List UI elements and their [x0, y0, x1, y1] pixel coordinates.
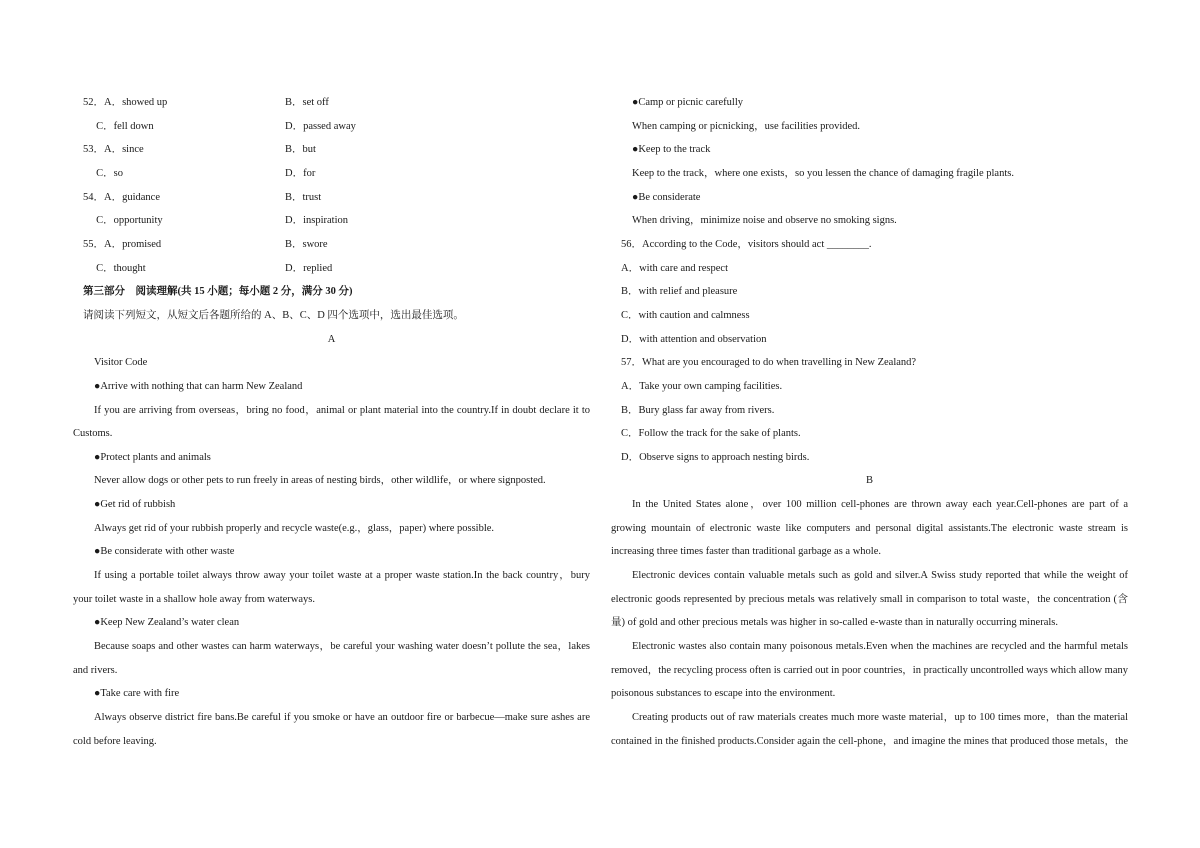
option-d: D．passed away: [285, 121, 356, 132]
option-b: B．swore: [285, 239, 328, 250]
answer-option: B．Bury glass far away from rivers.: [621, 405, 775, 416]
answer-option: D．Observe signs to approach nesting birds.: [621, 452, 810, 463]
paragraph-line: Electronic wastes also contain many poisonous metals.Even when the machines are recycled and the harmful metals: [632, 641, 1128, 652]
option-a: 53．A．since: [83, 144, 144, 155]
paragraph-line: When driving，minimize noise and observe no smoking signs.: [632, 215, 897, 226]
paragraph-line: If you are arriving from overseas，bring no food，animal or plant material into the country.If in doubt declare it to: [94, 405, 590, 416]
paragraph-line: electronic goods represented by precious metals was relatively small in comparison to total waste，the concentration (含: [611, 594, 1128, 605]
code-heading: ●Be considerate: [632, 192, 701, 203]
paragraph-line: Creating products out of raw materials creates much more waste material，up to 100 times more，than the material: [632, 712, 1128, 723]
paragraph-line: cold before leaving.: [73, 736, 157, 747]
paragraph-line: poisonous substances to escape into the environment.: [611, 688, 836, 699]
paragraph-line: Always get rid of your rubbish properly and recycle waste(e.g.，glass，paper) where possible.: [94, 523, 495, 534]
question-stem: 56．According to the Code，visitors should act ________.: [621, 239, 872, 250]
paragraph-line: removed，the recycling process often is carried out in poor countries，in practically uncontrolled ways which allow many: [611, 665, 1128, 676]
passage-letter: A: [327, 334, 336, 345]
option-d: D．replied: [285, 263, 333, 274]
paragraph-line: In the United States alone，over 100 million cell-phones are thrown away each year.Cell-phones are part of a: [632, 499, 1128, 510]
code-heading: ●Keep to the track: [632, 144, 711, 155]
answer-option: A．Take your own camping facilities.: [621, 381, 783, 392]
paragraph-line: 量) of gold and other precious metals was higher in so-called e-waste than in naturally occurring minerals.: [611, 617, 1058, 628]
passage-letter: B: [865, 475, 873, 486]
section-title: 第三部分 阅读理解(共 15 小题；每小题 2 分，满分 30 分): [83, 286, 353, 297]
answer-option: A．with care and respect: [621, 263, 728, 274]
code-heading: ●Take care with fire: [94, 688, 180, 699]
code-heading: ●Get rid of rubbish: [94, 499, 176, 510]
paragraph-line: growing mountain of electronic waste like computers and personal digital assistants.The electronic waste stream is: [611, 523, 1128, 534]
answer-option: C．with caution and calmness: [621, 310, 750, 321]
option-a: 54．A．guidance: [83, 192, 160, 203]
option-d: D．inspiration: [285, 215, 348, 226]
option-c: C．thought: [83, 263, 146, 274]
code-heading: ●Keep New Zealand’s water clean: [94, 617, 240, 628]
code-heading: ●Camp or picnic carefully: [632, 97, 744, 108]
option-c: C．fell down: [83, 121, 154, 132]
answer-option: D．with attention and observation: [621, 334, 767, 345]
paragraph-line: Always observe district fire bans.Be careful if you smoke or have an outdoor fire or barbecue—make sure ashes are: [94, 712, 590, 723]
paragraph-line: your toilet waste in a shallow hole away from waterways.: [73, 594, 316, 605]
answer-option: B．with relief and pleasure: [621, 286, 738, 297]
question-stem: 57．What are you encouraged to do when travelling in New Zealand?: [621, 357, 917, 368]
option-d: D．for: [285, 168, 316, 179]
code-heading: ●Arrive with nothing that can harm New Zealand: [94, 381, 303, 392]
option-b: B．set off: [285, 97, 329, 108]
paragraph-line: Because soaps and other wastes can harm waterways，be careful your washing water doesn’t pollute the sea，lakes: [94, 641, 590, 652]
paragraph-line: Customs.: [73, 428, 113, 439]
passage-title: Visitor Code: [94, 357, 148, 368]
option-a: 52．A．showed up: [83, 97, 168, 108]
paragraph-line: Electronic devices contain valuable metals such as gold and silver.A Swiss study reported that while the weight of: [632, 570, 1128, 581]
section-instruction: 请阅读下列短文，从短文后各题所给的 A、B、C、D 四个选项中，选出最佳选项。: [83, 310, 464, 321]
paragraph-line: Never allow dogs or other pets to run freely in areas of nesting birds，other wildlife，or where signposted.: [94, 475, 546, 486]
paragraph-line: contained in the finished products.Consider again the cell-phone，and imagine the mines that produced those metals，the: [611, 736, 1128, 747]
option-c: C．so: [83, 168, 123, 179]
option-a: 55．A．promised: [83, 239, 162, 250]
paragraph-line: increasing three times faster than traditional garbage as a whole.: [611, 546, 881, 557]
paragraph-line: If using a portable toilet always throw away your toilet waste at a proper waste station.In the back country，bury: [94, 570, 590, 581]
paragraph-line: Keep to the track，where one exists，so you lessen the chance of damaging fragile plants.: [632, 168, 1014, 179]
code-heading: ●Be considerate with other waste: [94, 546, 235, 557]
option-c: C．opportunity: [83, 215, 163, 226]
paragraph-line: and rivers.: [73, 665, 118, 676]
option-b: B．trust: [285, 192, 322, 203]
answer-option: C．Follow the track for the sake of plants.: [621, 428, 801, 439]
code-heading: ●Protect plants and animals: [94, 452, 211, 463]
option-b: B．but: [285, 144, 316, 155]
paragraph-line: When camping or picnicking，use facilities provided.: [632, 121, 861, 132]
